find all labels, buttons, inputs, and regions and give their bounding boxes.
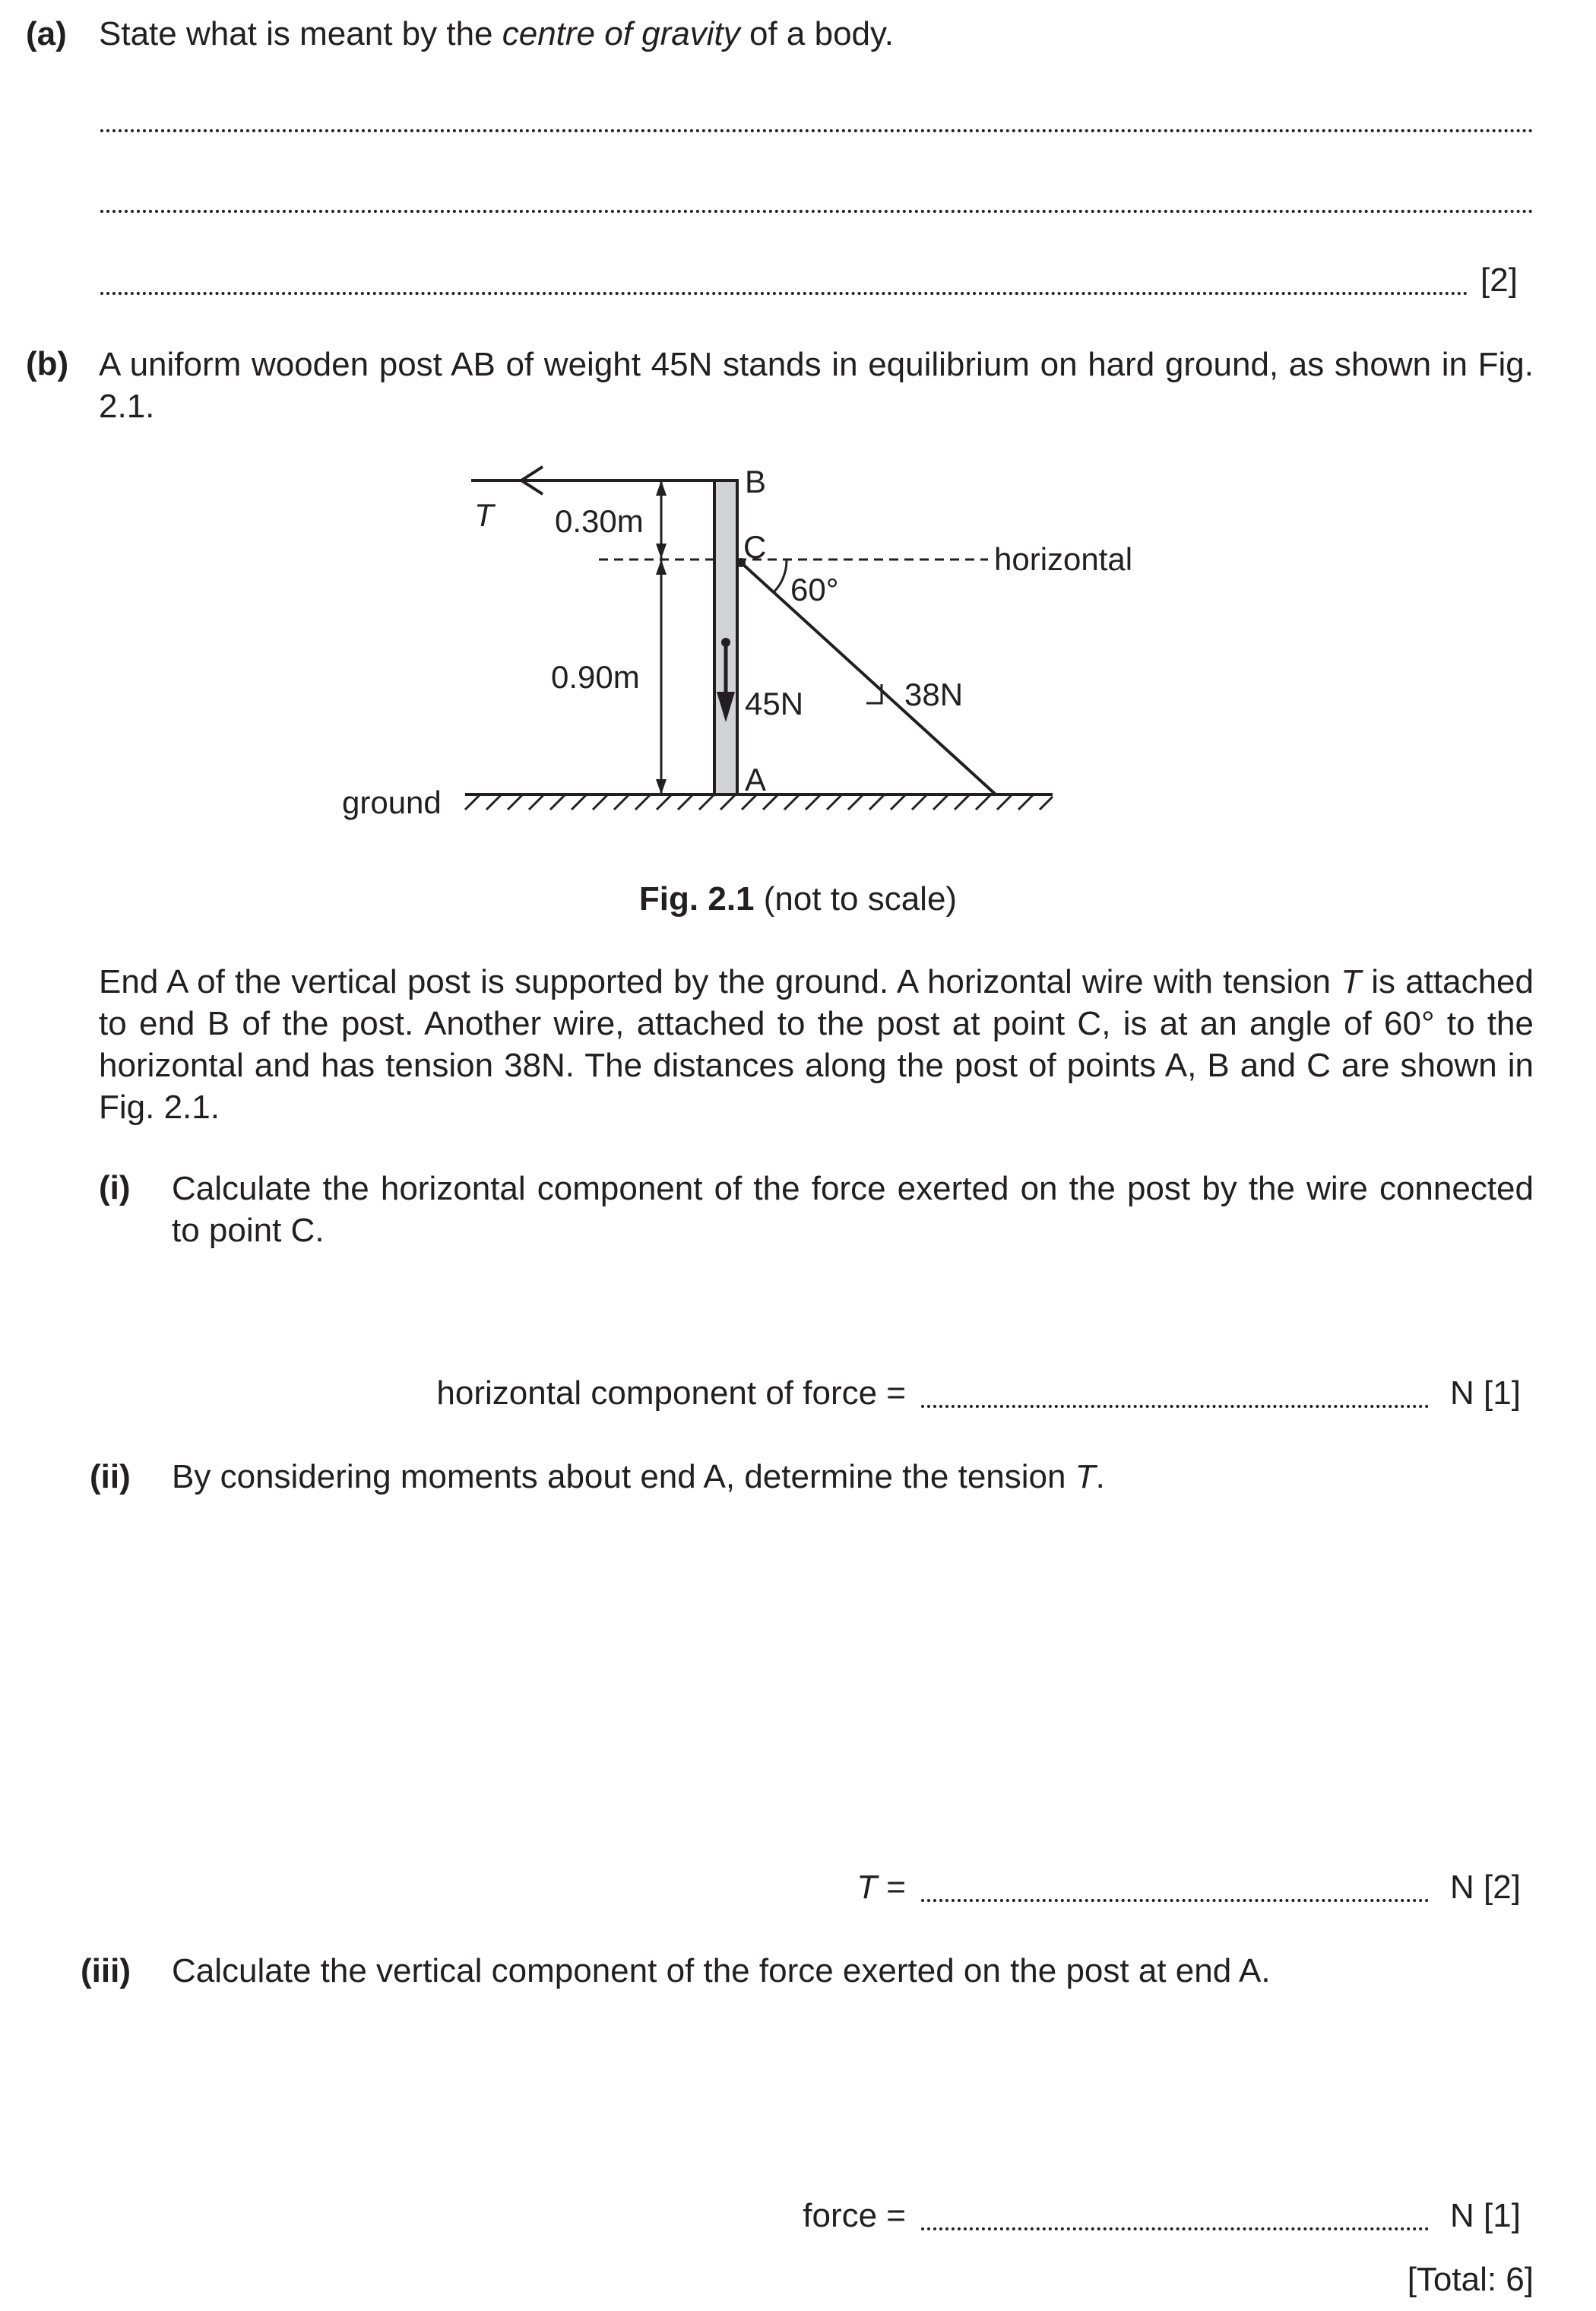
answer-line-i[interactable] xyxy=(921,1405,1429,1408)
part-a-question: State what is meant by the centre of gravity of a body. xyxy=(99,15,894,52)
answer-line-iii[interactable] xyxy=(921,2227,1429,2230)
sub-iii-question: Calculate the vertical component of the force exerted on the post at end A. xyxy=(172,1952,1271,1989)
dim-arrow-bottom xyxy=(656,779,667,794)
part-b-label: (b) xyxy=(26,345,69,382)
sub-iii-unit-marks: N [1] xyxy=(1450,2197,1521,2234)
dim-arrow-top xyxy=(656,480,667,496)
label-b: B xyxy=(745,464,767,499)
sub-i-label: (i) xyxy=(99,1169,131,1206)
part-a-marks: [2] xyxy=(1480,262,1518,299)
sub-iii-label: (iii) xyxy=(81,1952,131,1989)
label-ground: ground xyxy=(342,785,442,820)
label-angle: 60° xyxy=(790,572,839,607)
label-dist-bc: 0.30m xyxy=(555,503,644,539)
part-a-label: (a) xyxy=(26,15,67,52)
sub-i-question: Calculate the horizontal component of the force exerted on the post by the wire connected to point C. xyxy=(172,1170,1534,1249)
label-weight: 45N xyxy=(745,686,804,721)
dim-arrow-c-upper xyxy=(656,544,667,559)
sub-ii-label: (ii) xyxy=(90,1458,131,1495)
part-b-description: End A of the vertical post is supported by the ground. A horizontal wire with tension T is attached to end B of the post. Another wire, attached to the post at point C, is at an angle of 60° to the horizontal and has tension 38N. The distances along the post of points A, B and C are shown in Fig. 2.1. xyxy=(99,963,1534,1126)
total-marks: [Total: 6] xyxy=(1407,2261,1534,2298)
sub-i-unit-marks: N [1] xyxy=(1450,1374,1521,1412)
label-c: C xyxy=(743,529,767,565)
dim-arrow-c-lower xyxy=(656,560,667,575)
sub-i-answer-label: horizontal component of force = xyxy=(436,1374,906,1412)
part-b-intro: A uniform wooden post AB of weight 45N stands in equilibrium on hard ground, as shown in Fig. 2.1. xyxy=(99,346,1534,425)
label-horizontal: horizontal xyxy=(994,541,1133,577)
sub-ii-answer-label: T = xyxy=(857,1869,906,1906)
label-tension-c: 38N xyxy=(904,677,964,712)
angle-arc xyxy=(774,560,787,592)
figure-2-1 xyxy=(0,0,1596,912)
label-t: T xyxy=(474,497,494,533)
answer-line-ii[interactable] xyxy=(921,1899,1429,1902)
post-ab xyxy=(714,480,737,794)
sub-ii-unit-marks: N [2] xyxy=(1450,1869,1521,1906)
sub-iii-answer-label: force = xyxy=(803,2197,906,2234)
label-dist-ac: 0.90m xyxy=(551,659,640,695)
figure-caption: Fig. 2.1 (not to scale) xyxy=(638,880,958,918)
label-a: A xyxy=(745,762,767,797)
sub-ii-question: By considering moments about end A, determine the tension T. xyxy=(172,1458,1105,1495)
